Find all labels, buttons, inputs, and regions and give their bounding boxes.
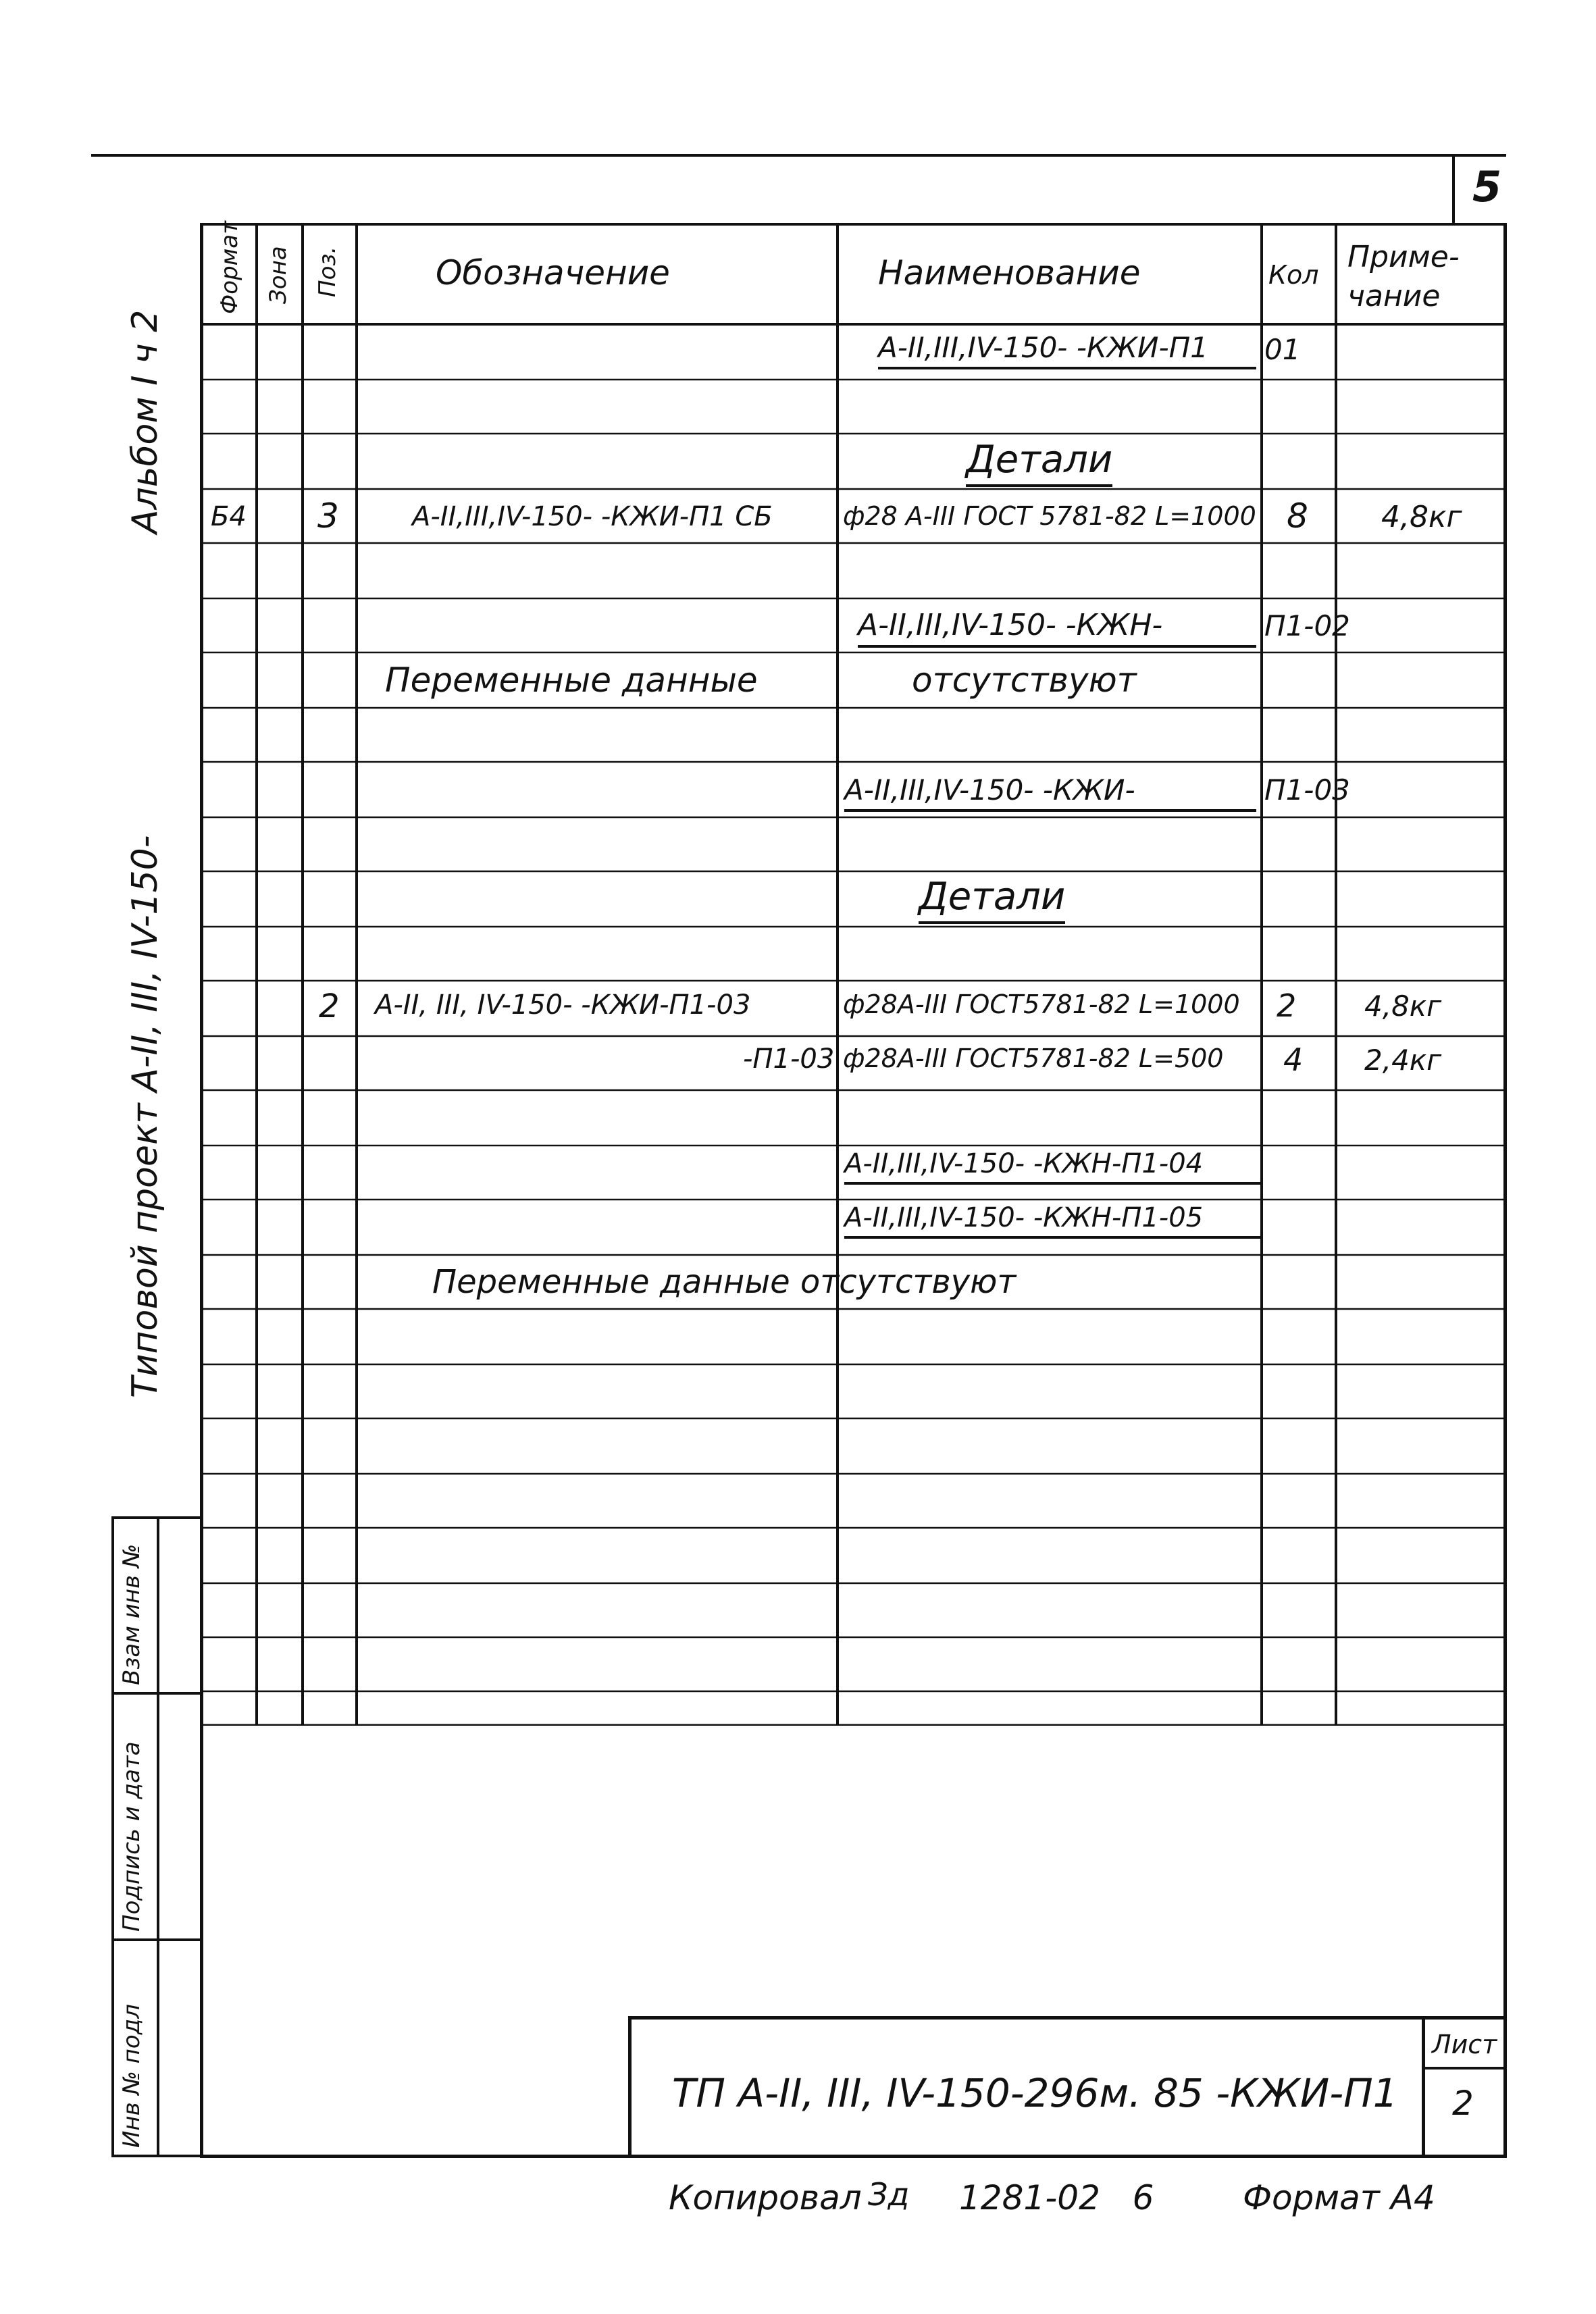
row1-tail: 01 (1264, 333, 1301, 366)
row4-name: ф28 А-III ГОСТ 5781-82 L=1000 (843, 501, 1256, 531)
row3-name: Детали (966, 438, 1112, 487)
spec-table-lines (203, 223, 1506, 1726)
footer-format: Формат А4 (1243, 2178, 1435, 2217)
stamp-mid-full (157, 1516, 159, 2157)
footer-copied-signature: Зд (868, 2176, 910, 2213)
row7-name: отсутствуют (912, 661, 1137, 700)
row4-designation: А-II,III,IV-150- -КЖИ-П1 СБ (412, 501, 773, 532)
row4-note: 4,8кг (1381, 500, 1462, 534)
row4-qty: 8 (1287, 496, 1308, 536)
row4-pos: 3 (317, 496, 339, 536)
stamp-label-inventory: Инв № подл (118, 2004, 145, 2148)
project-label: Типовой проект А-II, III, IV-150- (125, 835, 165, 1398)
row15-name: А-II,III,IV-150- -КЖН-П1-04 (844, 1148, 1262, 1185)
row7-designation: Переменные данные (385, 661, 758, 700)
row11-name: Детали (919, 875, 1065, 924)
spec-table (203, 223, 1506, 1726)
row12-qty: 2 (1277, 987, 1297, 1024)
top-border-line (91, 154, 1506, 157)
title-sheet-label: Лист (1432, 2030, 1497, 2059)
header-qty: Кол (1268, 260, 1319, 290)
row6-tail: П1-02 (1264, 609, 1350, 642)
header-designation: Обозначение (436, 253, 670, 292)
stamp-label-signature: Подпись и дата (118, 1741, 145, 1932)
row9-name: А-II,III,IV-150- -КЖИ- (844, 773, 1256, 812)
title-doc-code: ТП А-II, III, IV-150-296м. 85 -КЖИ-П1 (672, 2070, 1398, 2116)
row13-qty: 4 (1283, 1042, 1304, 1078)
row12-designation: А-II, III, IV-150- -КЖИ-П1-03 (375, 989, 751, 1021)
row16-name: А-II,III,IV-150- -КЖН-П1-05 (844, 1202, 1262, 1239)
row1-name: А-II,III,IV-150- -КЖИ-П1 (878, 331, 1256, 369)
row13-designation: -П1-03 (743, 1044, 835, 1075)
header-note: Приме- чание (1347, 240, 1460, 313)
header-name: Наименование (878, 253, 1141, 292)
row4-format: Б4 (211, 501, 247, 532)
title-block-divider (1422, 2020, 1425, 2158)
footer-number: 1281-02 6 (959, 2178, 1154, 2217)
title-sheet-value: 2 (1452, 2084, 1474, 2123)
row17-text: Переменные данные отсутствуют (432, 1263, 1016, 1301)
row12-name: ф28А-III ГОСТ5781-82 L=1000 (843, 989, 1240, 1019)
row12-note: 4,8кг (1364, 989, 1442, 1023)
sheet-number-box-left (1452, 154, 1455, 223)
row13-note: 2,4кг (1364, 1044, 1442, 1077)
row12-pos: 2 (319, 987, 340, 1025)
row6-name: А-II,III,IV-150- -КЖН- (858, 608, 1256, 648)
sheet-number: 5 (1472, 162, 1502, 211)
album-label: Альбом I ч 2 (125, 309, 165, 534)
row9-tail: П1-03 (1264, 773, 1350, 806)
header-format: Формат (216, 221, 243, 314)
stamp-outer-full (111, 1516, 114, 2157)
row13-name: ф28А-III ГОСТ5781-82 L=500 (843, 1044, 1224, 1073)
title-block-sheet-divider (1422, 2067, 1507, 2069)
header-pos: Поз. (314, 246, 341, 297)
stamp-label-replace: Взам инв № (118, 1543, 145, 1685)
title-block (628, 2016, 1507, 2158)
header-zone: Зона (265, 246, 292, 304)
footer-copied: Копировал (669, 2178, 862, 2217)
